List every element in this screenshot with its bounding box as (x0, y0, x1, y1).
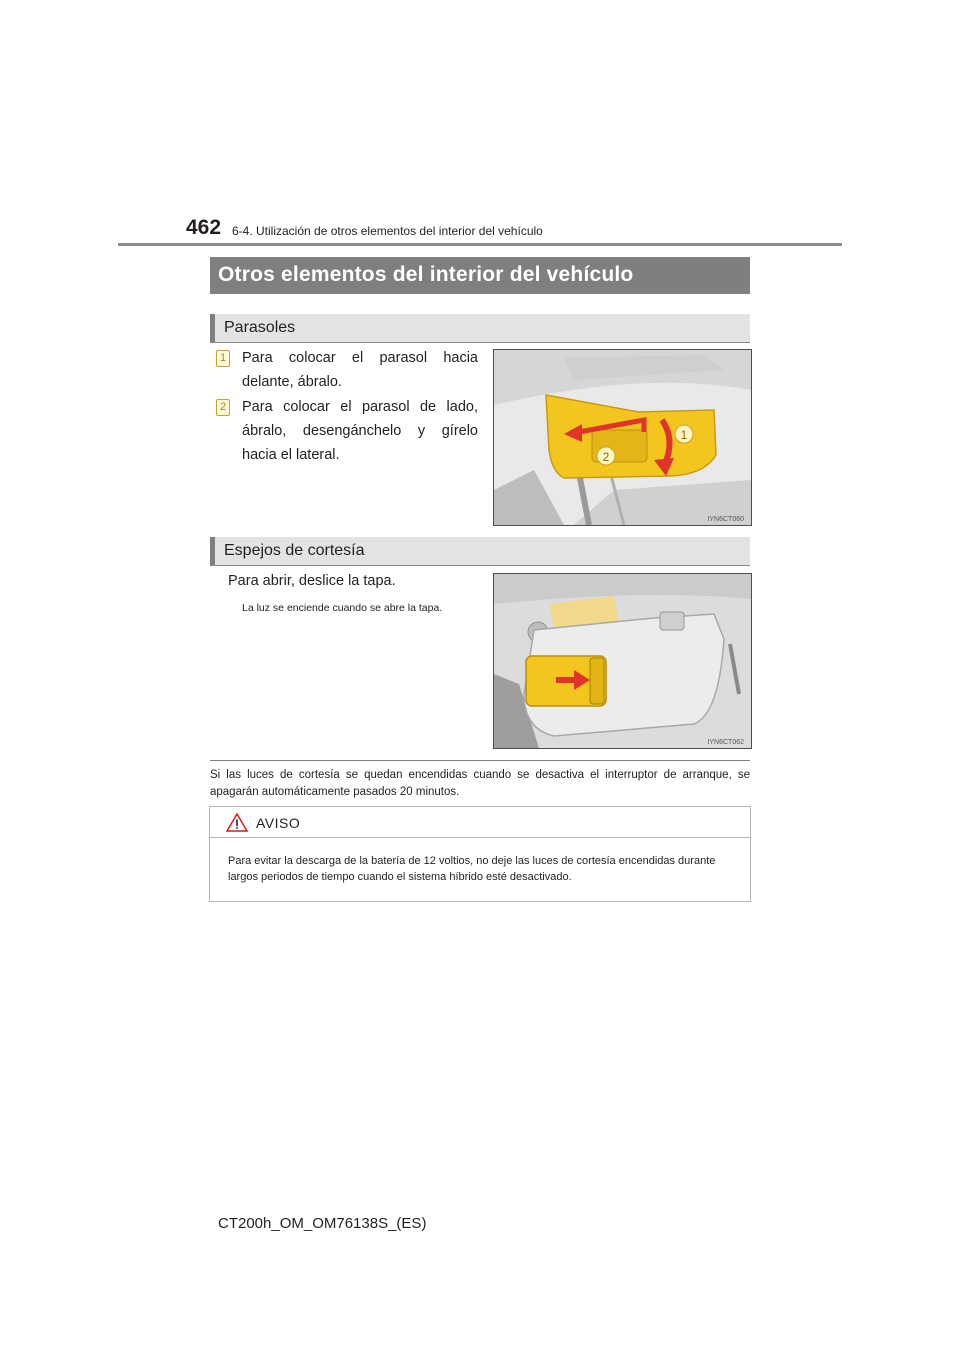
footer-manual-code: CT200h_OM_OM76138S_(ES) (218, 1215, 427, 1232)
header-rule (118, 243, 842, 246)
parasoles-item-2-text: Para colocar el parasol de lado, ábralo, desengánchelo y gírelo hacia el lateral. (242, 399, 478, 463)
figure-callout-2: 2 (602, 450, 610, 464)
espejos-heading-bar (210, 537, 750, 566)
espejos-subtext: La luz se enciende cuando se abre la tapa. (242, 602, 443, 614)
section-title: Otros elementos del interior del vehículo (218, 263, 634, 286)
figure-callout-1: 1 (680, 428, 688, 442)
espejos-text: Para abrir, deslice la tapa. (228, 573, 396, 589)
sun-visor-figure (493, 349, 752, 526)
courtesy-light-note: Si las luces de cortesía se quedan encendidas cuando se desactiva el interruptor de arranque, se apagarán automáticamente pasados 20 minutos. (210, 769, 750, 798)
warning-triangle-icon (226, 813, 248, 832)
section-title-bar (210, 257, 750, 294)
item-number-badge-1: 1 (216, 350, 230, 367)
warning-text: Para evitar la descarga de la batería de 12 voltios, no deje las luces de cortesía encendidas durante largos periodos de tiempo cuando el sistema híbrido esté desactivado. (228, 855, 716, 883)
parasoles-item-1-text: Para colocar el parasol hacia delante, ábralo. (242, 350, 478, 390)
vanity-mirror-illustration (494, 574, 751, 748)
chapter-title: 6-4. Utilización de otros elementos del interior del vehículo (232, 224, 543, 238)
note-divider (210, 760, 750, 761)
warning-title: AVISO (256, 815, 301, 831)
parasoles-heading-bar (210, 314, 750, 343)
sun-visor-illustration (494, 350, 751, 525)
parasoles-heading: Parasoles (224, 319, 296, 336)
vanity-mirror-figure (493, 573, 752, 749)
figure-code-2: IYN6CT062 (707, 739, 744, 746)
page-number: 462 (186, 216, 222, 239)
item-number-badge-2: 2 (216, 399, 230, 416)
warning-box (209, 806, 751, 902)
espejos-heading: Espejos de cortesía (224, 542, 365, 559)
figure-code-1: IYN6CT060 (707, 516, 744, 523)
warning-header (210, 807, 750, 838)
